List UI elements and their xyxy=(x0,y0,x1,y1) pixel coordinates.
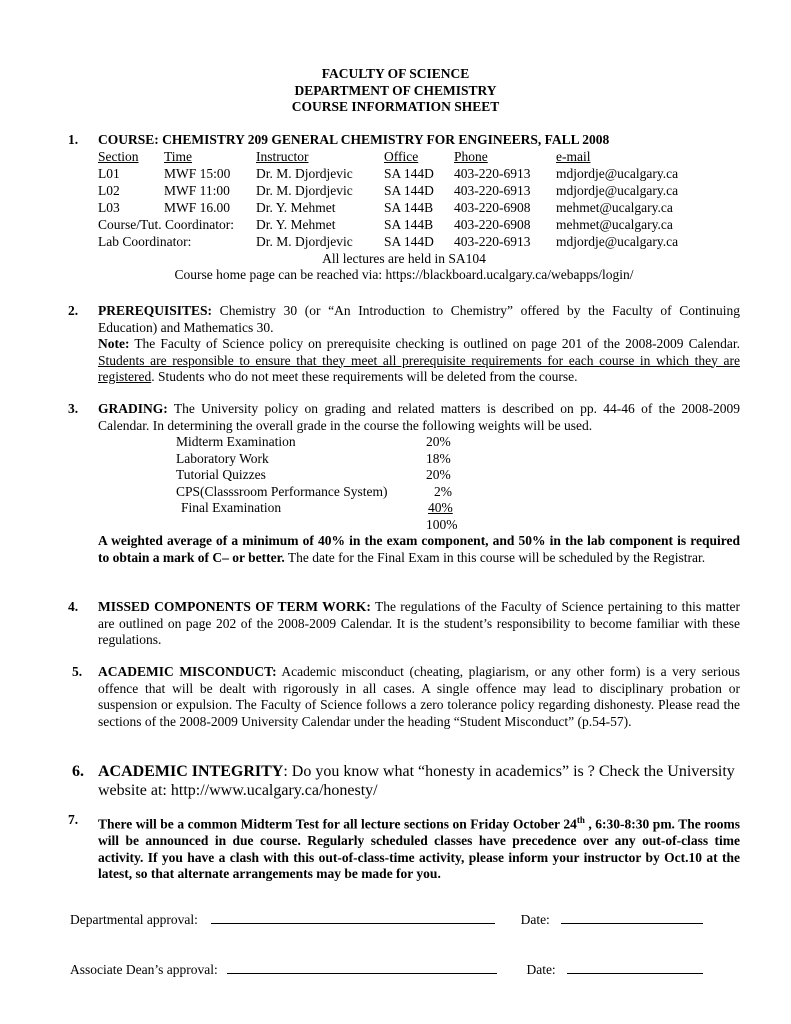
course-title: COURSE: CHEMISTRY 209 GENERAL CHEMISTRY FOR ENGINEERS, FALL 2008 xyxy=(98,132,610,147)
cell-phone: 403-220-6913 xyxy=(454,165,531,181)
misconduct-label: ACADEMIC MISCONDUCT: xyxy=(98,664,277,679)
table-row xyxy=(176,517,486,534)
section-number: 4. xyxy=(68,599,79,614)
midterm-sup: th xyxy=(576,815,585,825)
cell-instructor: Dr. M. Djordjevic xyxy=(256,233,353,249)
table-row xyxy=(98,166,706,183)
document-header xyxy=(0,66,791,116)
grade-item: Final Examination xyxy=(181,500,282,515)
grade-item: Tutorial Quizzes xyxy=(176,467,266,482)
missed-label: MISSED COMPONENTS OF TERM WORK: xyxy=(98,599,371,614)
cell-office: SA 144D xyxy=(384,233,434,249)
department-title: DEPARTMENT OF CHEMISTRY xyxy=(294,82,497,98)
section-number: 7. xyxy=(68,812,79,827)
note-end: . Students who do not meet these requirements will be deleted from the course. xyxy=(151,369,578,384)
dept-date-label: Date: xyxy=(520,912,550,927)
sheet-title: COURSE INFORMATION SHEET xyxy=(291,99,500,114)
table-row xyxy=(98,200,706,217)
cell-time: MWF 11:00 xyxy=(164,182,230,198)
cell-time: MWF 15:00 xyxy=(164,165,231,181)
cell-phone: 403-220-6913 xyxy=(454,233,531,249)
table-row xyxy=(98,183,706,200)
grading-table xyxy=(176,434,486,533)
dean-approval-label: Associate Dean’s approval: xyxy=(70,962,218,977)
note-underlined: Students are responsible to ensure that they meet all prerequisite requirements for each course in which they are registered xyxy=(98,352,740,384)
grade-weight: 40% xyxy=(428,500,453,515)
midterm-paragraph xyxy=(98,812,740,883)
prereq-label: PREREQUISITES: xyxy=(98,303,213,318)
cell-instructor: Dr. Y. Mehmet xyxy=(256,199,336,215)
col-header-time: Time xyxy=(164,148,193,164)
faculty-title: FACULTY OF SCIENCE xyxy=(321,66,470,81)
grade-weight: 18% xyxy=(426,450,451,466)
dept-approval-label: Departmental approval: xyxy=(70,912,198,927)
cell-role: Course/Tut. Coordinator: xyxy=(98,216,235,232)
prereq-paragraph xyxy=(98,303,740,336)
col-header-phone: Phone xyxy=(454,148,488,164)
integrity-text: : Do you know what “honesty in academics” is ? Check the University website at: http://www.ucalgary.ca/honesty/ xyxy=(98,763,735,799)
cell-role: Lab Coordinator: xyxy=(98,233,192,249)
col-header-instructor: Instructor xyxy=(256,148,309,164)
cell-section: L01 xyxy=(98,165,120,181)
missed-paragraph xyxy=(98,599,740,649)
section-number: 6. xyxy=(72,763,84,780)
weighted-bold: A weighted average of a minimum of 40% in the exam component, and 50% in the lab component is required to obtain a mark of C– or better. xyxy=(98,533,740,565)
cell-email: mdjordje@ucalgary.ca xyxy=(556,165,679,181)
cell-instructor: Dr. M. Djordjevic xyxy=(256,165,353,181)
table-header-row xyxy=(98,149,706,166)
section-number: 3. xyxy=(68,401,79,416)
cell-time: MWF 16.00 xyxy=(164,199,231,215)
cell-section: L03 xyxy=(98,199,120,215)
cell-email: mdjordje@ucalgary.ca xyxy=(556,233,679,249)
cell-office: SA 144D xyxy=(384,182,434,198)
table-row xyxy=(176,484,486,501)
grade-item: Laboratory Work xyxy=(176,450,269,466)
misconduct-paragraph xyxy=(98,664,740,730)
dean-signature-line[interactable] xyxy=(227,960,497,974)
cell-office: SA 144B xyxy=(384,216,434,232)
cell-phone: 403-220-6913 xyxy=(454,182,531,198)
grade-weight: 20% xyxy=(426,434,451,449)
table-row xyxy=(176,467,486,484)
dean-date-line[interactable] xyxy=(567,960,703,974)
section-number: 1. xyxy=(68,132,79,147)
grading-label: GRADING: xyxy=(98,401,168,416)
prereq-text: Chemistry 30 (or “An Introduction to Chemistry” offered by the Faculty of Continuing Education) and Mathematics 30. xyxy=(98,303,740,335)
missed-text: The regulations of the Faculty of Science pertaining to this matter are outlined on page 202 of the 2008-2009 Calendar. It is the student’s responsibility to become familiar with these regulations. xyxy=(98,599,740,647)
table-row xyxy=(98,217,706,234)
misconduct-text: Academic misconduct (cheating, plagiarism, or any other form) is a very serious offence that will be dealt with rigorously in all cases. A single offence may lead to disciplinary probation or suspension or expulsion. The Faculty of Science follows a zero tolerance policy regarding dishonesty. Please read the sections of the 2008-2009 University Calendar under the heading “Student Misconduct” (p.54-57). xyxy=(98,664,740,729)
midterm-text-a: There will be a common Midterm Test for all lecture sections on Friday October 24 xyxy=(98,816,577,832)
weighted-after: The date for the Final Exam in this course will be scheduled by the Registrar. xyxy=(284,549,706,565)
grade-weight: 2% xyxy=(434,483,452,499)
integrity-paragraph xyxy=(98,762,740,800)
cell-email: mehmet@ucalgary.ca xyxy=(556,199,673,215)
cell-instructor: Dr. M. Djordjevic xyxy=(256,182,353,198)
grade-item: Midterm Examination xyxy=(176,434,296,449)
weighted-average-note xyxy=(98,533,740,566)
grade-total: 100% xyxy=(426,516,458,532)
cell-office: SA 144D xyxy=(384,165,434,181)
table-row xyxy=(98,234,706,251)
dept-approval-row xyxy=(70,910,703,928)
instructor-table xyxy=(98,149,706,251)
table-row xyxy=(176,451,486,468)
grading-text: The University policy on grading and related matters is described on pp. 44-46 of the 2008-2009 Calendar. In determining the overall grade in the course the following weights will be used. xyxy=(98,401,740,433)
dean-date-label: Date: xyxy=(526,962,556,977)
dean-approval-row xyxy=(70,960,703,978)
grade-item: CPS(Classsroom Performance System) xyxy=(176,483,388,499)
note-text: The Faculty of Science policy on prerequisite checking is outlined on page 201 of the 2008-2009 Calendar. xyxy=(129,336,740,351)
table-row xyxy=(176,434,486,451)
section-number: 5. xyxy=(72,664,83,679)
dept-signature-line[interactable] xyxy=(211,910,495,924)
cell-phone: 403-220-6908 xyxy=(454,199,531,215)
grading-paragraph xyxy=(98,401,740,434)
cell-email: mdjordje@ucalgary.ca xyxy=(556,182,679,198)
lecture-location: All lectures are held in SA104 xyxy=(322,250,486,266)
cell-section: L02 xyxy=(98,182,120,198)
col-header-office: Office xyxy=(384,148,419,164)
cell-email: mehmet@ucalgary.ca xyxy=(556,216,673,232)
cell-phone: 403-220-6908 xyxy=(454,216,531,232)
grade-weight: 20% xyxy=(426,467,451,482)
col-header-email: e-mail xyxy=(556,148,591,164)
dept-date-line[interactable] xyxy=(561,910,703,924)
section-number: 2. xyxy=(68,303,79,318)
cell-office: SA 144B xyxy=(384,199,434,215)
table-row xyxy=(176,500,486,517)
integrity-label: ACADEMIC INTEGRITY xyxy=(98,763,284,780)
col-header-section: Section xyxy=(98,148,139,164)
midterm-text-b: , 6:30-8:30 pm. The rooms will be announced in due course. Regularly scheduled classes have precedence over any out-of-class time activity. If you have a clash with this out-of-class-time activity, please inform your instructor by Oct.10 at the latest, so that alternate arrangements may be made for you. xyxy=(98,816,741,881)
note-label: Note: xyxy=(98,336,130,351)
course-homepage: Course home page can be reached via: https://blackboard.ucalgary.ca/webapps/login/ xyxy=(174,267,634,282)
cell-instructor: Dr. Y. Mehmet xyxy=(256,216,336,232)
note-paragraph xyxy=(98,336,740,386)
